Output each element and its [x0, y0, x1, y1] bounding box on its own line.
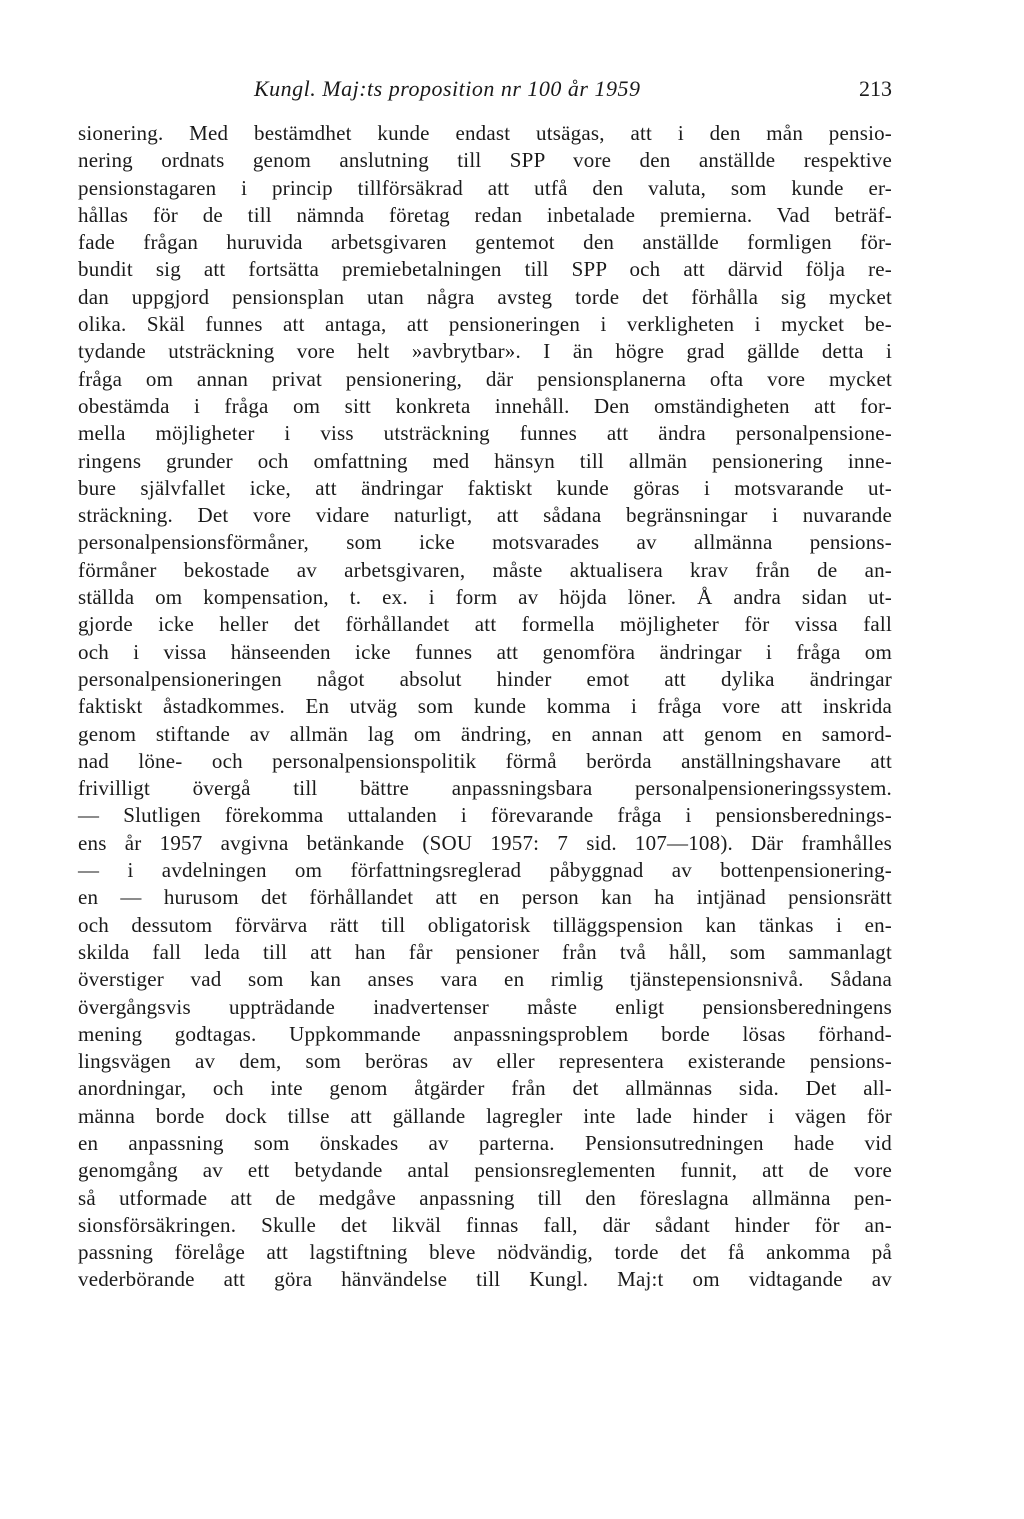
- text-line: ringens grunder och omfattning med hänsyn till allmän pensionering inne-: [78, 448, 892, 473]
- text-line: tydande utsträckning vore helt »avbrytbar». I än högre grad gällde detta i: [78, 339, 892, 364]
- text-line: anordningar, och inte genom åtgärder från det allmännas sida. Det all-: [78, 1076, 892, 1101]
- text-line: sionering. Med bestämdhet kunde endast utsägas, att i den mån pensio-: [78, 121, 892, 145]
- text-line: fade frågan huruvida arbetsgivaren gentemot den anställde formligen för-: [78, 230, 892, 255]
- text-line: mening godtagas. Uppkommande anpassningsproblem borde lösas förhand-: [78, 1021, 892, 1046]
- running-header: [78, 76, 892, 110]
- text-line: förmåner bekostade av arbetsgivaren, måste aktualisera krav från de an-: [78, 557, 892, 582]
- text-line: männa borde dock tillse att gällande lagregler inte lade hinder i vägen för: [78, 1103, 892, 1128]
- text-line: — Slutligen förekomma uttalanden i förevarande fråga i pensionsberednings-: [78, 803, 892, 828]
- text-line: skilda fall leda till att han får pensioner från två håll, som sammanlagt: [78, 939, 892, 964]
- page-number: 213: [859, 76, 892, 101]
- text-line: en anpassning som önskades av parterna. Pensionsutredningen hade vid: [78, 1130, 892, 1155]
- text-line: fråga om annan privat pensionering, där pensionsplanerna ofta vore mycket: [78, 366, 892, 391]
- text-line: genomgång av ett betydande antal pensionsreglementen funnit, att de vore: [78, 1158, 892, 1183]
- text-line: olika. Skäl funnes att antaga, att pensioneringen i verkligheten i mycket be-: [78, 312, 892, 337]
- text-line: frivilligt övergå till bättre anpassningsbara personalpensioneringssystem.: [78, 776, 892, 801]
- text-line: så utformade att de medgåve anpassning till den föreslagna allmänna pen-: [78, 1185, 892, 1210]
- text-line: mella möjligheter i viss utsträckning funnes att ändra personalpensione-: [78, 421, 892, 446]
- text-line: och i vissa hänseenden icke funnes att genomföra ändringar i fråga om: [78, 639, 892, 664]
- text-line: och dessutom förvärva rätt till obligatorisk tilläggspension kan tänkas i en-: [78, 912, 892, 937]
- text-line: vederbörande att göra hänvändelse till Kungl. Maj:t om vidtagande av: [78, 1267, 892, 1292]
- text-line: bure självfallet icke, att ändringar faktiskt kunde göras i motsvarande ut-: [78, 475, 892, 500]
- text-line: sträckning. Det vore vidare naturligt, att sådana begränsningar i nuvarande: [78, 503, 892, 528]
- text-line: pensionstagaren i princip tillförsäkrad att utfå den valuta, som kunde er-: [78, 175, 892, 200]
- text-line: ens år 1957 avgivna betänkande (SOU 1957: 7 sid. 107—108). Där framhålles: [78, 830, 892, 855]
- text-line: hållas för de till nämnda företag redan inbetalade premierna. Vad beträf-: [78, 202, 892, 227]
- text-line: dan uppgjord pensionsplan utan några avsteg torde det förhålla sig mycket: [78, 284, 892, 309]
- text-line: gjorde icke heller det förhållandet att formella möjligheter för vissa fall: [78, 612, 892, 637]
- text-line: personalpensionsförmåner, som icke motsvarades av allmänna pensions-: [78, 530, 892, 555]
- text-line: faktiskt åstadkommes. En utväg som kunde komma i fråga vore att inskrida: [78, 694, 892, 719]
- header-title: Kungl. Maj:ts proposition nr 100 år 1959: [254, 76, 641, 101]
- text-line: lingsvägen av dem, som beröras av eller representera existerande pensions-: [78, 1049, 892, 1074]
- text-line: genom stiftande av allmän lag om ändring, en annan att genom en samord-: [78, 721, 892, 746]
- text-line: passning förelåge att lagstiftning bleve nödvändig, torde det få ankomma på: [78, 1240, 892, 1265]
- text-line: obestämda i fråga om sitt konkreta innehåll. Den omständigheten att for-: [78, 393, 892, 418]
- text-line: överstiger vad som kan anses vara en rimlig tjänstepensionsnivå. Sådana: [78, 967, 892, 992]
- text-line: nad löne- och personalpensionspolitik förmå berörda anställningshavare att: [78, 748, 892, 773]
- text-line: sionsförsäkringen. Skulle det likväl finnas fall, där sådant hinder för an-: [78, 1212, 892, 1237]
- text-line: övergångsvis uppträdande inadvertenser måste enligt pensionsberedningens: [78, 994, 892, 1019]
- text-line: ställda om kompensation, t. ex. i form av höjda löner. Å andra sidan ut-: [78, 585, 892, 610]
- text-line: bundit sig att fortsätta premiebetalningen till SPP och att därvid följa re-: [78, 257, 892, 282]
- text-line: en — hurusom det förhållandet att en person kan ha intjänad pensionsrätt: [78, 885, 892, 910]
- body-text: [78, 120, 892, 1294]
- text-line: personalpensioneringen något absolut hinder emot att dylika ändringar: [78, 666, 892, 691]
- text-line: nering ordnats genom anslutning till SPP vore den anställde respektive: [78, 148, 892, 173]
- text-line: — i avdelningen om författningsreglerad påbyggnad av bottenpensionering-: [78, 858, 892, 883]
